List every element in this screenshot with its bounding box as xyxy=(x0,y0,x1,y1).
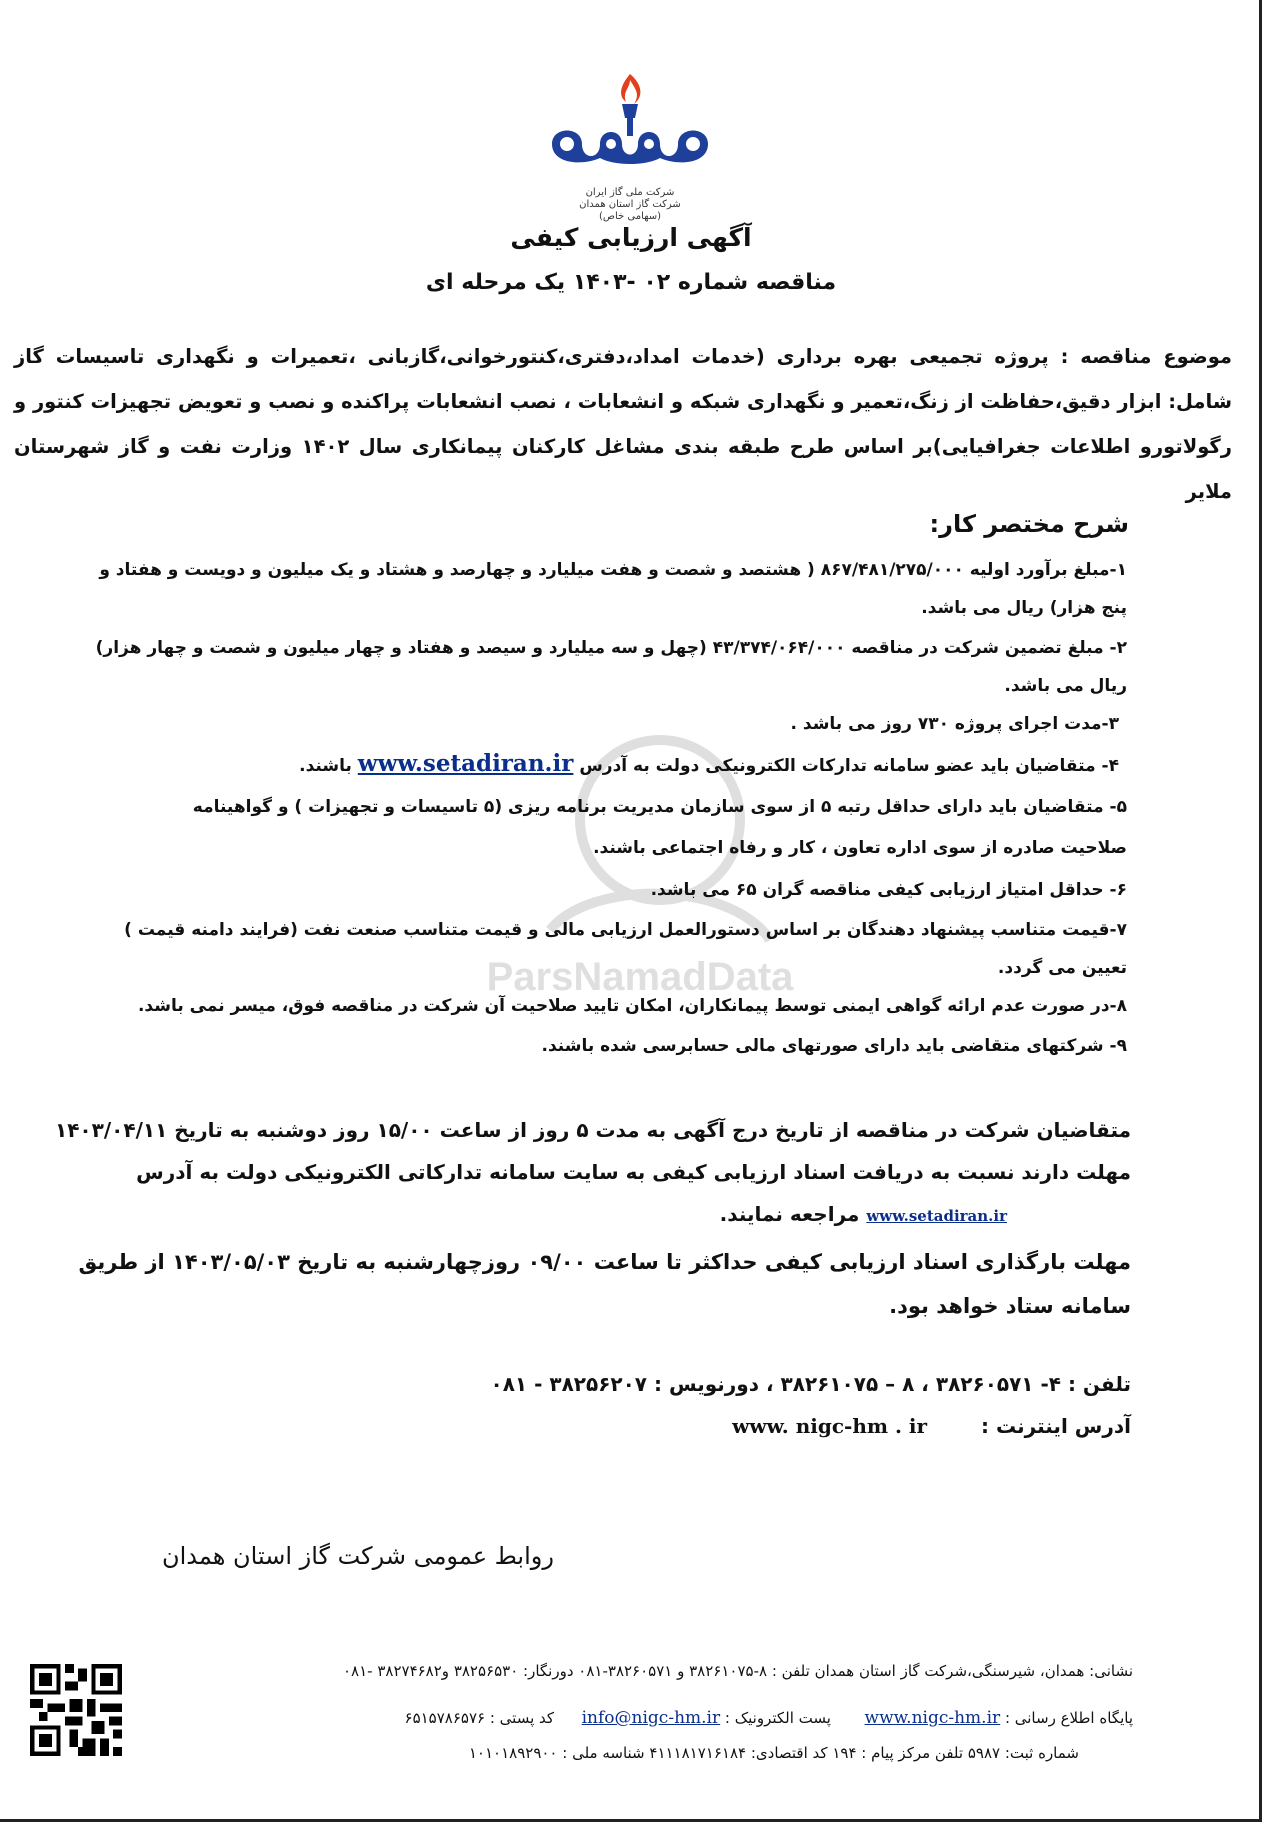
footer-contact xyxy=(405,1708,1133,1728)
deadline-2-line-1: مهلت بارگذاری اسناد ارزیابی کیفی حداکثر تا ساعت ۰۹/۰۰ روزچهارشنبه به تاریخ ۱۴۰۳/۰۵/۰۳ از طریق xyxy=(78,1250,1131,1274)
internet-url[interactable]: www. nigc-hm . ir xyxy=(732,1414,928,1438)
setadiran-link[interactable]: www.setadiran.ir xyxy=(357,750,574,777)
deadline-2-line-2: سامانه ستاد خواهد بود. xyxy=(889,1294,1131,1318)
item-5-line-1: ۵- متقاضیان باید دارای حداقل رتبه ۵ از سوی سازمان مدیریت برنامه ریزی (۵ تاسیسات و تجهیزات ) و گواهینامه xyxy=(192,797,1127,817)
item-2-line-1: ۲- مبلغ تضمین شرکت در مناقصه ۴۳/۳۷۴/۰۶۴/۰۰۰ (چهل و سه میلیارد و سیصد و هفتاد و چهار میلیون و شصت و چهار هزار) xyxy=(95,638,1127,658)
svg-text:ParsNamadData: ParsNamadData xyxy=(486,955,794,999)
deadline-1-line-1: متقاضیان شرکت در مناقصه از تاریخ درج آگهی به مدت ۵ روز از ساعت ۱۵/۰۰ روز دوشنبه به تاریخ ۱۴۰۳/۰۴/۱۱ xyxy=(55,1118,1131,1142)
item-1-line-1: ۱-مبلغ برآورد اولیه ۸۶۷/۴۸۱/۲۷۵/۰۰۰ ( هشتصد و شصت و هفت میلیارد و چهارصد و هشتاد و یک میلیون و دویست و هفتاد و xyxy=(99,560,1127,580)
public-relations-signature: روابط عمومی شرکت گاز استان همدان xyxy=(162,1542,554,1570)
item-7-line-1: ۷-قیمت متناسب پیشنهاد دهندگان بر اساس دستورالعمل ارزیابی مالی و قیمت متناسب صنعت نفت (فرایند دامنه قیمت ) xyxy=(124,920,1127,940)
item-6: ۶- حداقل امتیاز ارزیابی کیفی مناقصه گران ۶۵ می باشد. xyxy=(650,880,1127,900)
item-9: ۹- شرکتهای متقاضی باید دارای صورتهای مالی حسابرسی شده باشند. xyxy=(541,1036,1127,1056)
item-8: ۸-در صورت عدم ارائه گواهی ایمنی توسط پیمانکاران، امکان تایید صلاحیت آن شرکت در مناقصه فوق، میسر نمی باشد. xyxy=(137,996,1127,1016)
item-4-end: باشند. xyxy=(299,756,352,776)
nigc-flame-logo-icon xyxy=(540,72,720,187)
internet-label: آدرس اینترنت : xyxy=(981,1414,1131,1438)
tender-number: مناقصه شماره ۰۲ -۱۴۰۳ یک مرحله ای xyxy=(425,270,837,295)
notice-title: آگهی ارزیابی کیفی xyxy=(510,223,752,252)
contact-phone: تلفن : ۴- ۳۸۲۶۰۵۷۱ ، ۸ – ۳۸۲۶۱۰۷۵ ، دورنویس : ۳۸۲۵۶۲۰۷ - ۰۸۱ xyxy=(490,1372,1131,1396)
deadline-1-line-3 xyxy=(720,1202,1007,1226)
item-3: ۳-مدت اجرای پروژه ۷۳۰ روز می باشد . xyxy=(790,714,1119,734)
company-logo xyxy=(540,72,720,222)
tender-subject: موضوع مناقصه : پروژه تجمیعی بهره برداری (خدمات امداد،دفتری،کنتورخوانی،گازبانی ،تعمیرات و نگهداری تاسیسات گاز شامل: ابزار دقیق،حفاظت از زنگ،تعمیر و نگهداری شبکه و انشعابات ، نصب انشعابات پراکنده و نصب و تعویض تجهیزات کنتور و رگولاتورو اطلاعات جغرافیایی)بر اساس طرح طبقه بندی مشاغل کارکنان پیمانکاری سال ۱۴۰۲ وزارت نفت و گاز شهرستان ملایر xyxy=(14,345,1233,503)
logo-org-type: (سهامی خاص) xyxy=(598,211,662,222)
item-4-text: ۴- متقاضیان باید عضو سامانه تدارکات الکترونیکی دولت به آدرس xyxy=(579,756,1119,776)
email-label: پست الکترونیک : xyxy=(724,1709,831,1727)
footer-address: نشانی: همدان، شیرسنگی،شرکت گاز استان همدان تلفن : ۸-۳۸۲۶۱۰۷۵ و ۳۸۲۶۰۵۷۱-۰۸۱ دورنگار: ۳۸۲۵۶۵۳۰ و۳۸۲۷۴۶۸۲ -۰۸۱ xyxy=(342,1662,1133,1680)
email-link[interactable]: info@nigc-hm.ir xyxy=(581,1708,721,1728)
logo-org-subname: شرکت گاز استان همدان xyxy=(579,199,681,210)
summary-heading: شرح مختصر کار: xyxy=(929,510,1129,538)
footer-registry: شماره ثبت: ۵۹۸۷ تلفن مرکز پیام : ۱۹۴ کد اقتصادی: ۴۱۱۱۸۱۷۱۶۱۸۴ شناسه ملی : ۱۰۱۰۱۸۹۲۹۰۰ xyxy=(468,1744,1079,1762)
internet-address xyxy=(732,1414,1131,1438)
item-7-line-2: تعیین می گردد. xyxy=(997,958,1127,978)
portal-link[interactable]: www.nigc-hm.ir xyxy=(864,1708,1001,1728)
item-5-line-2: صلاحیت صادره از سوی اداره تعاون ، کار و رفاه اجتماعی باشند. xyxy=(593,838,1127,858)
qr-code-icon xyxy=(30,1664,122,1756)
postal-code: کد پستی : ۶۵۱۵۷۸۶۵۷۶ xyxy=(404,1709,555,1727)
item-1-line-2: پنج هزار) ریال می باشد. xyxy=(921,598,1127,618)
item-2-line-2: ریال می باشد. xyxy=(1004,676,1127,696)
item-4 xyxy=(299,750,1119,777)
portal-label: پایگاه اطلاع رسانی : xyxy=(1004,1709,1133,1727)
deadline-1-end: مراجعه نمایند. xyxy=(719,1202,860,1226)
setadiran-link-2[interactable]: www.setadiran.ir xyxy=(866,1207,1007,1225)
deadline-1-line-2: مهلت دارند نسبت به دریافت اسناد ارزیابی کیفی به سایت سامانه تدارکاتی الکترونیکی دولت به آدرس xyxy=(136,1160,1131,1184)
logo-org-name: شرکت ملی گاز ایران xyxy=(585,187,675,198)
